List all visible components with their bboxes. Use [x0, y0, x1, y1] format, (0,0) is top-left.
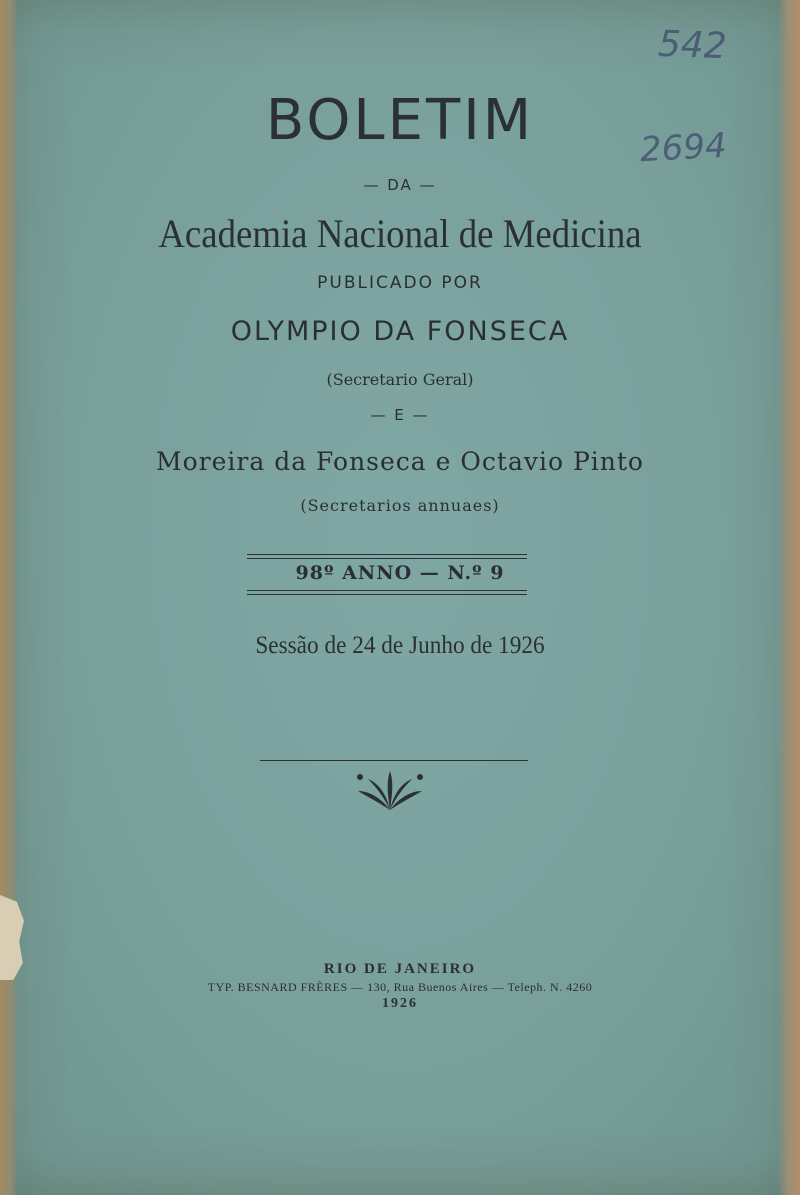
- issue-number: 98º ANNO — N.º 9: [295, 562, 505, 584]
- issue-rule-bottom-2: [247, 594, 527, 595]
- published-by-label: PUBLICADO POR: [317, 273, 483, 293]
- cover-title: BOLETIM: [265, 88, 535, 153]
- issue-rule-top-2: [247, 558, 527, 559]
- issue-rule-top: [247, 554, 527, 555]
- ornament-line: [260, 760, 528, 761]
- issue-rule-bottom: [247, 590, 527, 591]
- editor-role: (Secretario Geral): [326, 370, 474, 389]
- secretaries-role: (Secretarios annuaes): [300, 496, 500, 515]
- secretaries-names: Moreira da Fonseca e Octavio Pinto: [156, 447, 644, 476]
- publication-year: 1926: [382, 996, 418, 1011]
- session-date: Sessão de 24 de Junho de 1926: [255, 632, 545, 659]
- publication-city: RIO DE JANEIRO: [323, 961, 477, 977]
- handwritten-number-second: 2694: [639, 125, 728, 171]
- printer-imprint: TYP. BESNARD FRÈRES — 130, Rua Buenos Aires — Teleph. N. 4260: [207, 980, 593, 994]
- da-separator: — DA —: [363, 176, 437, 194]
- handwritten-number-top: 542: [657, 23, 728, 68]
- e-separator: — E —: [370, 406, 430, 424]
- fleuron-ornament-icon: [350, 765, 430, 815]
- academy-name: Academia Nacional de Medicina: [158, 211, 642, 256]
- editor-name: OLYMPIO DA FONSECA: [230, 316, 570, 347]
